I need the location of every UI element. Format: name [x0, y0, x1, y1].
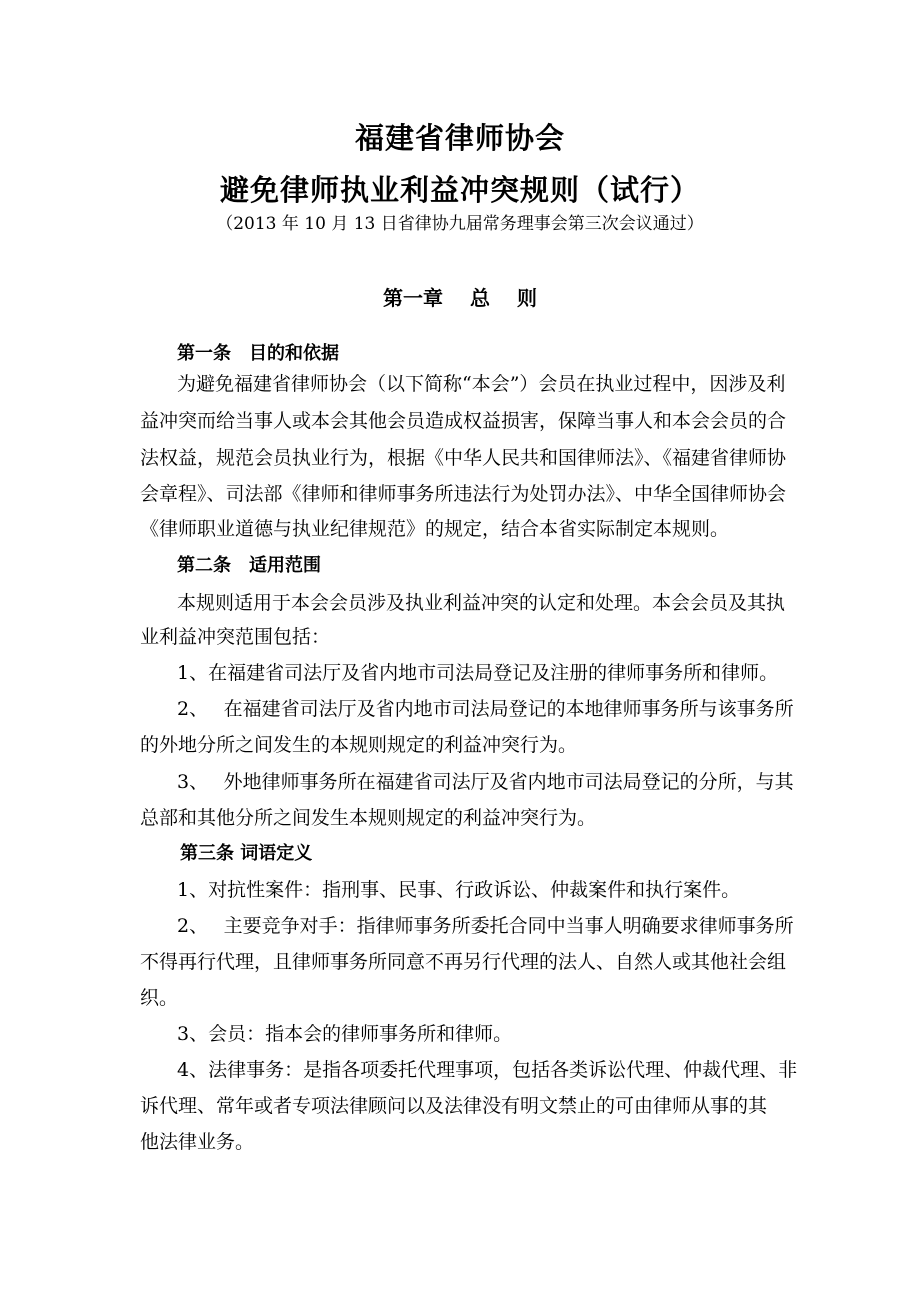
article3-line: 4、法律事务：是指各项委托代理事项，包括各类诉讼代理、仲裁代理、非	[177, 1059, 798, 1081]
article2-line: 总部和其他分所之间发生本规则规定的利益冲突行为。	[140, 807, 597, 829]
article3-line: 他法律业务。	[140, 1131, 255, 1153]
article2-line: 本规则适用于本会会员涉及执业利益冲突的认定和处理。本会会员及其执	[177, 592, 786, 614]
article1-line: 为避免福建省律师协会（以下简称“本会”）会员在执业过程中，因涉及利	[177, 373, 786, 395]
article1-line: 法权益，规范会员执业行为，根据《中华人民共和国律师法》、《福建省律师协	[140, 447, 787, 469]
document-title-line2: 避免律师执业利益冲突规则（试行）	[219, 173, 700, 207]
article1-line: 益冲突而给当事人或本会其他会员造成权益损害，保障当事人和本会会员的合	[140, 410, 787, 432]
article3-line: 1、对抗性案件：指刑事、民事、行政诉讼、仲裁案件和执行案件。	[177, 879, 741, 901]
article2-line: 业利益冲突范围包括：	[140, 626, 331, 648]
article2-line: 3、 外地律师事务所在福建省司法厅及省内地市司法局登记的分所，与其	[177, 771, 794, 793]
article3-line: 2、 主要竞争对手：指律师事务所委托合同中当事人明确要求律师事务所	[177, 915, 794, 937]
article1-line: 会章程》、司法部《律师和律师事务所违法行为处罚办法》、中华全国律师协会	[140, 483, 787, 505]
article2-line: 1、在福建省司法厅及省内地市司法局登记及注册的律师事务所和律师。	[177, 662, 779, 684]
article1-line: 《律师职业道德与执业纪律规范》的规定，结合本省实际制定本规则。	[140, 518, 730, 540]
article3-line: 不得再行代理，且律师事务所同意不再另行代理的法人、自然人或其他社会组	[140, 951, 787, 973]
article3-line: 诉代理、常年或者专项法律顾问以及法律没有明文禁止的可由律师从事的其	[140, 1095, 768, 1117]
article2-line: 2、 在福建省司法厅及省内地市司法局登记的本地律师事务所与该事务所	[177, 698, 794, 720]
article3-line: 织。	[140, 987, 179, 1009]
chapter-heading: 第一章 总 则	[383, 286, 537, 310]
article2-line: 的外地分所之间发生的本规则规定的利益冲突行为。	[140, 734, 578, 756]
article2-heading: 第二条 适用范围	[177, 555, 321, 576]
document-subtitle: （2013 年 10 月 13 日省律协九届常务理事会第三次会议通过）	[216, 214, 704, 234]
article3-heading: 第三条 词语定义	[180, 843, 313, 864]
document-title-line1: 福建省律师协会	[354, 121, 565, 155]
article3-line: 3、会员：指本会的律师事务所和律师。	[177, 1023, 513, 1045]
article1-heading: 第一条 目的和依据	[177, 343, 339, 364]
